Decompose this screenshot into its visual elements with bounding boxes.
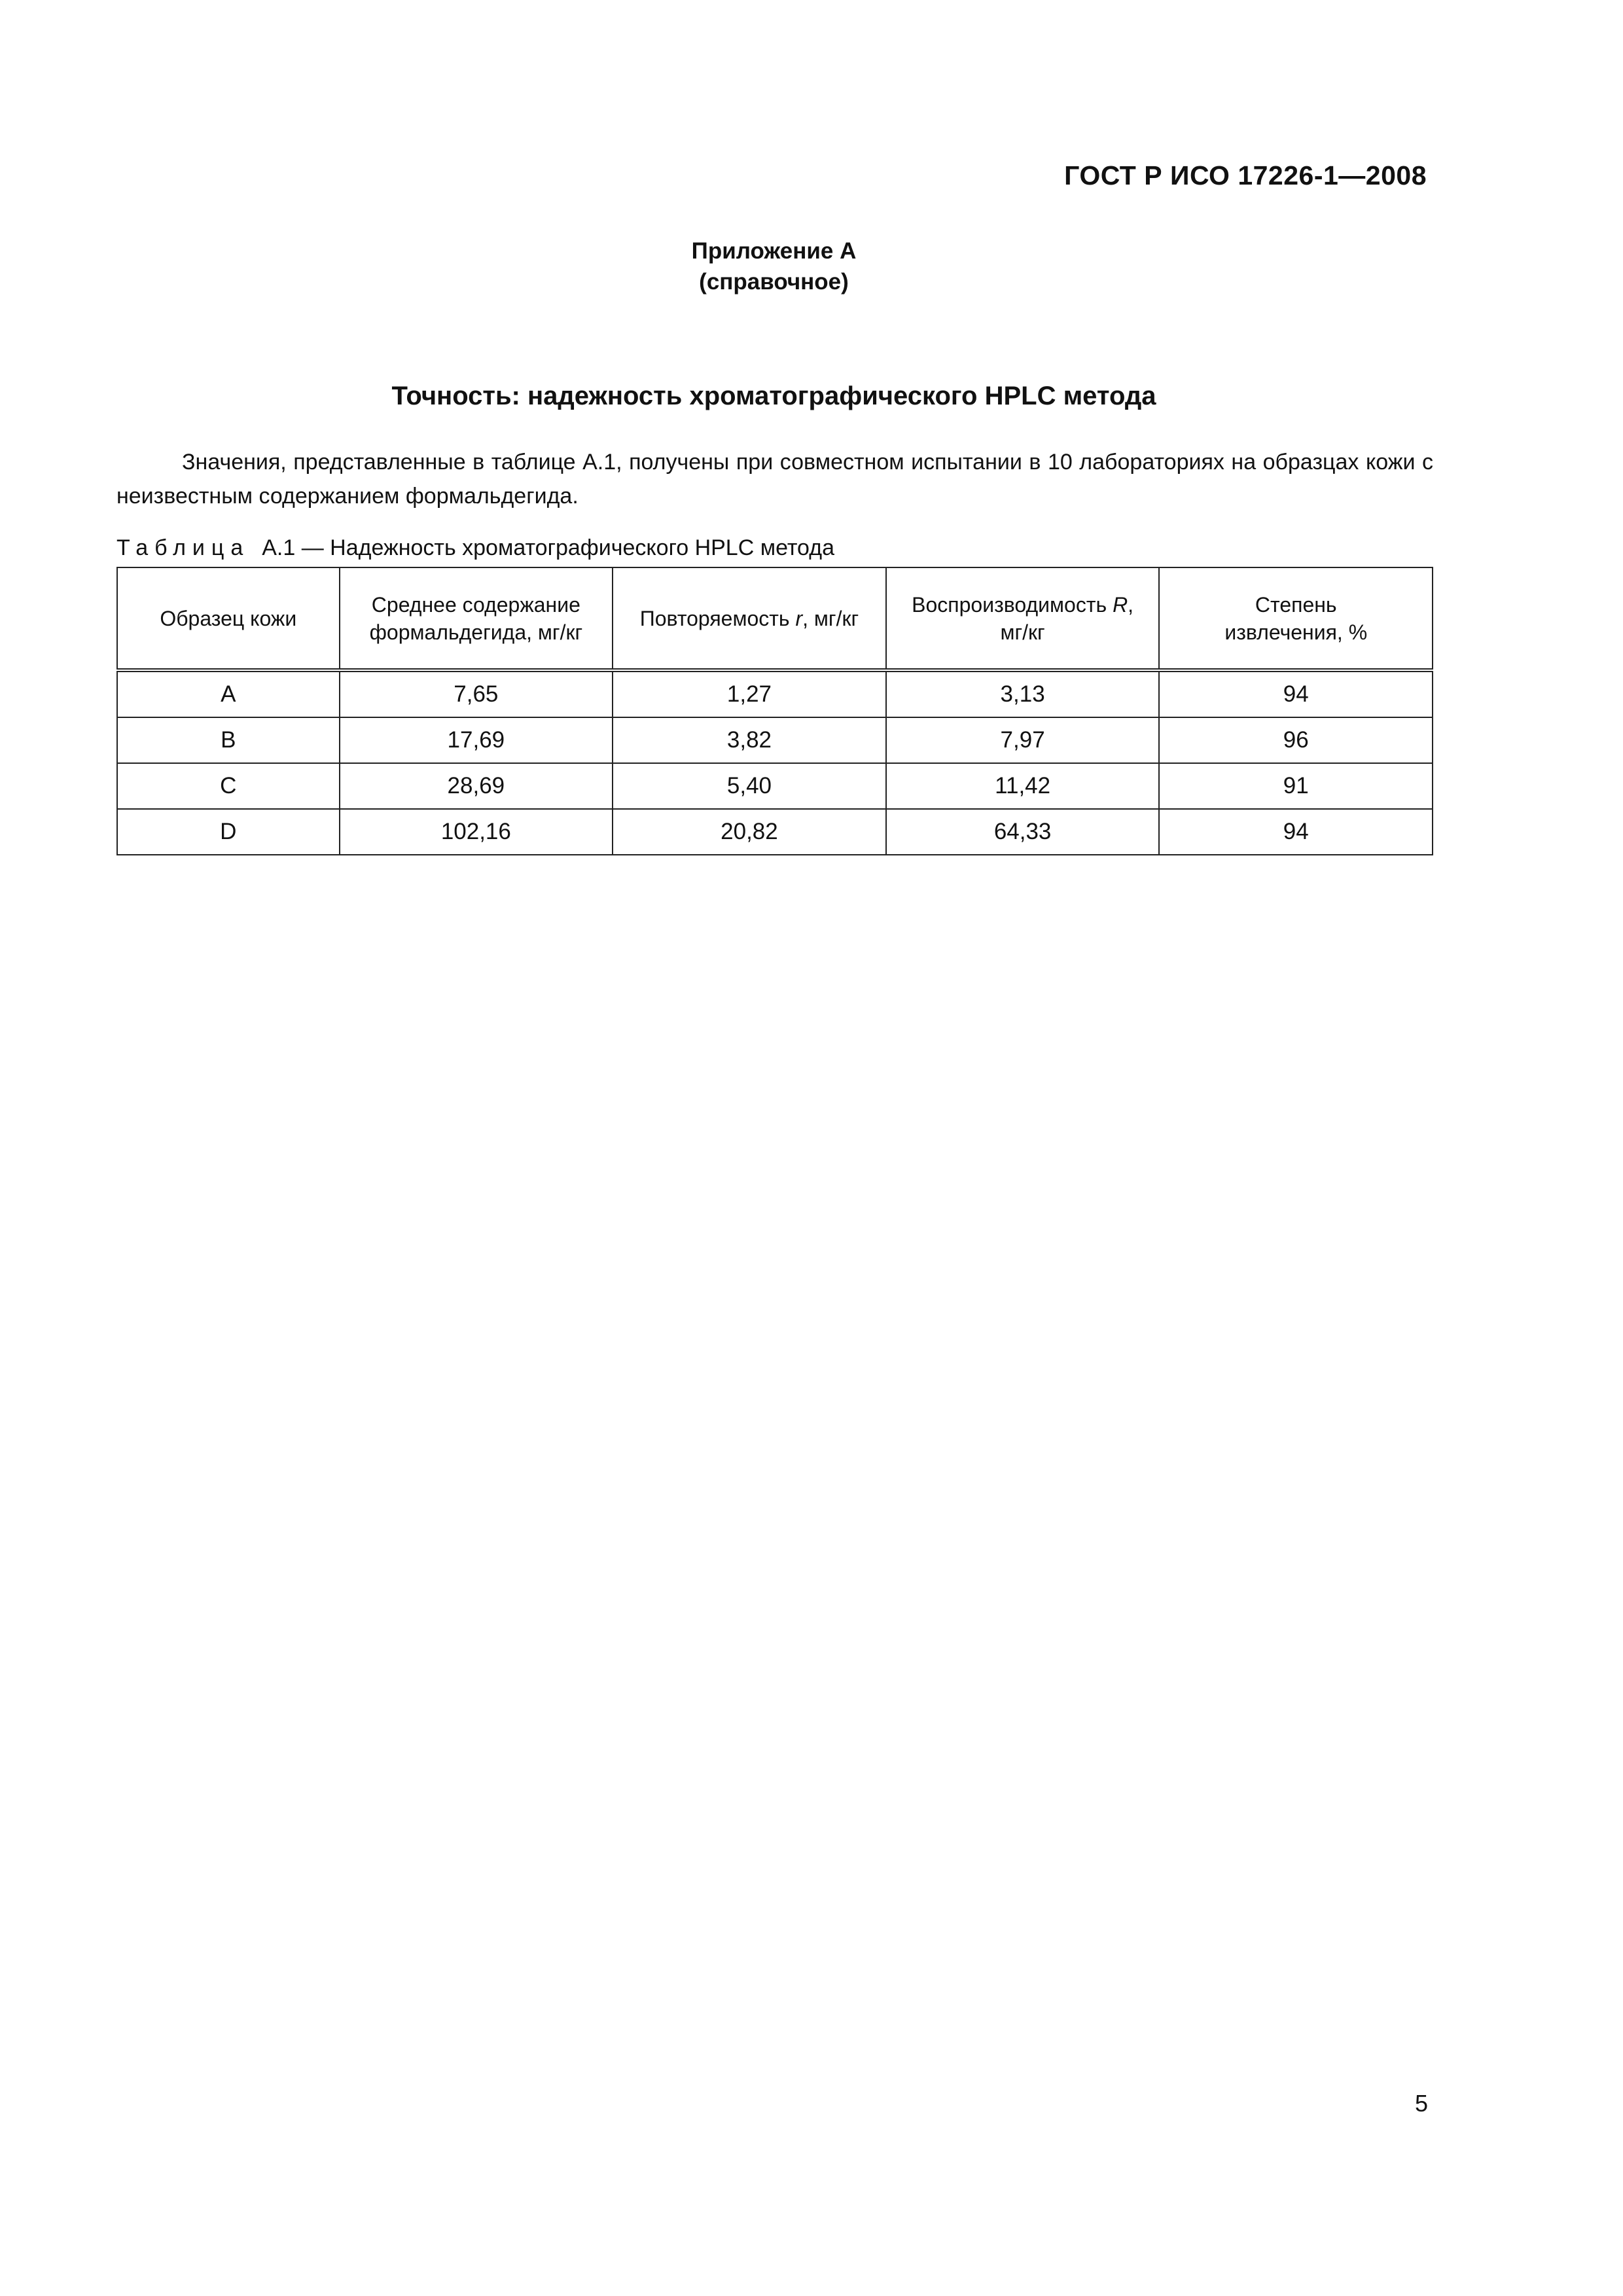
cell-reproducibility: 11,42 [886, 763, 1160, 809]
cell-mean: 7,65 [340, 670, 613, 717]
header-recovery [1159, 567, 1433, 670]
annex-heading [0, 236, 1548, 297]
cell-recovery: 91 [1159, 763, 1433, 809]
body-paragraph: Значения, представленные в таблице А.1, получены при совместном испытании в 10 лабораториях на образцах кожи с неизвестным содержанием формальдегида. [116, 450, 1433, 509]
cell-recovery: 94 [1159, 670, 1433, 717]
cell-repeatability: 1,27 [613, 670, 886, 717]
header-recovery-line1: Степень [1255, 592, 1337, 617]
cell-mean: 28,69 [340, 763, 613, 809]
cell-sample: A [117, 670, 340, 717]
header-recovery-line2: извлечения, % [1224, 620, 1368, 644]
header-reproducibility-suffix: , [1128, 592, 1134, 617]
table-row [117, 670, 1433, 717]
cell-recovery: 96 [1159, 717, 1433, 763]
table-caption [116, 535, 834, 561]
document-code: ГОСТ Р ИСО 17226-1—2008 [1064, 160, 1427, 190]
header-reproducibility-line2: мг/кг [1000, 620, 1045, 644]
cell-recovery: 94 [1159, 809, 1433, 855]
header-repeatability-prefix: Повторяемость [639, 606, 796, 630]
table-row [117, 763, 1433, 809]
header-reproducibility [886, 567, 1160, 670]
cell-reproducibility: 64,33 [886, 809, 1160, 855]
cell-reproducibility: 3,13 [886, 670, 1160, 717]
header-reproducibility-prefix: Воспроизводимость [912, 592, 1113, 617]
cell-reproducibility: 7,97 [886, 717, 1160, 763]
header-mean-line1: Среднее содержание [371, 592, 580, 617]
annex-title: Приложение А [691, 238, 857, 264]
table-caption-word: Таблица [116, 535, 250, 560]
table-caption-text: А.1 — Надежность хроматографического HPLC метода [262, 535, 834, 560]
cell-mean: 17,69 [340, 717, 613, 763]
header-repeatability-suffix: , мг/кг [802, 606, 859, 630]
cell-repeatability: 3,82 [613, 717, 886, 763]
cell-repeatability: 20,82 [613, 809, 886, 855]
table-row [117, 809, 1433, 855]
table-header-row [117, 567, 1433, 670]
cell-sample: D [117, 809, 340, 855]
annex-status: (справочное) [699, 269, 849, 295]
header-repeatability-symbol: r [795, 606, 803, 630]
page-number: 5 [1414, 2090, 1428, 2117]
precision-table [116, 567, 1433, 855]
cell-sample: C [117, 763, 340, 809]
header-mean-line2: формальдегида, мг/кг [369, 620, 583, 644]
header-mean-content [340, 567, 613, 670]
cell-mean: 102,16 [340, 809, 613, 855]
header-reproducibility-symbol: R [1113, 592, 1128, 617]
table-row [117, 717, 1433, 763]
cell-repeatability: 5,40 [613, 763, 886, 809]
cell-sample: B [117, 717, 340, 763]
header-sample-label: Образец кожи [160, 606, 297, 630]
section-title: Точность: надежность хроматографического HPLC метода [391, 382, 1156, 410]
header-repeatability [613, 567, 886, 670]
header-sample [117, 567, 340, 670]
